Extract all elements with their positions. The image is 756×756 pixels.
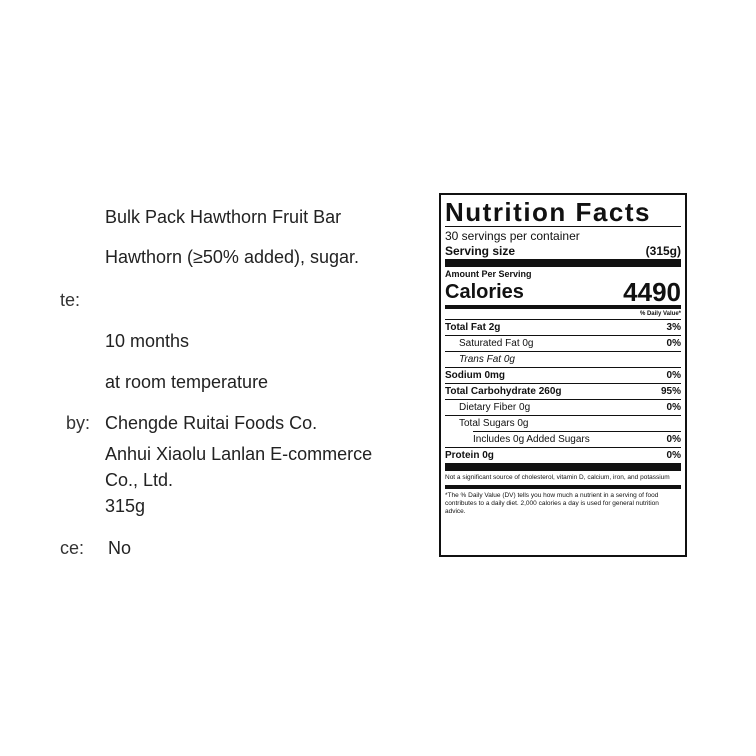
- answer-value: No: [108, 538, 132, 558]
- nutrient-label: Total Sugars 0g: [459, 418, 529, 429]
- nutrient-label: Sodium 0mg: [445, 370, 506, 381]
- calories-value: 4490: [623, 277, 681, 307]
- nutrient-dv: 0%: [666, 434, 681, 445]
- nutrient-row-added-sugars: [445, 432, 681, 447]
- serving-size-value: (315g): [645, 244, 681, 258]
- footnote-daily-value: *The % Daily Value (DV) tells you how much a nutrient in a serving of food contributes to a daily diet. 2,000 calories a day is used for general nutrition advice.: [445, 492, 659, 515]
- nutrient-label: Total Fat 2g: [445, 322, 501, 333]
- serving-size-label: Serving size: [445, 244, 516, 258]
- nutrient-label: Dietary Fiber 0g: [459, 402, 531, 413]
- manufacturer: Chengde Ruitai Foods Co.: [105, 413, 318, 433]
- daily-value-header: % Daily Value*: [639, 311, 681, 317]
- label-fragment-1: te:: [60, 290, 81, 310]
- nutrient-row-total-carbohydrate: [445, 384, 681, 399]
- nutrient-label: Protein 0g: [445, 450, 494, 461]
- calories-label: Calories: [445, 281, 524, 303]
- distributor-line2: Co., Ltd.: [105, 470, 174, 490]
- label-fragment-2: ce:: [60, 538, 85, 558]
- nutrient-dv: 0%: [666, 370, 681, 381]
- shelf-life: 10 months: [105, 331, 190, 351]
- nutrient-row-saturated-fat: [445, 336, 681, 351]
- net-weight: 315g: [105, 496, 146, 516]
- nutrient-dv: 3%: [666, 322, 681, 333]
- nutrient-label: Total Carbohydrate 260g: [445, 386, 562, 397]
- nutrition-facts-panel: [439, 193, 687, 557]
- nutrient-row-trans-fat: [445, 352, 681, 367]
- nutrient-dv: 0%: [666, 450, 681, 461]
- nutrient-row-sodium: [445, 368, 681, 383]
- nutrition-title: Nutrition Facts: [445, 197, 651, 227]
- nutrient-label: Includes 0g Added Sugars: [473, 434, 590, 445]
- nutrient-dv: 0%: [666, 338, 681, 349]
- amount-per-serving: Amount Per Serving: [445, 269, 532, 279]
- serving-size-row: [445, 243, 681, 259]
- nutrient-label: Trans Fat 0g: [459, 354, 515, 365]
- nutrient-dv: 0%: [666, 402, 681, 413]
- product-name: Bulk Pack Hawthorn Fruit Bar: [105, 207, 342, 227]
- made-by-label: by:: [66, 413, 91, 433]
- nutrient-label: Saturated Fat 0g: [459, 338, 534, 349]
- storage: at room temperature: [105, 372, 269, 392]
- distributor-line1: Anhui Xiaolu Lanlan E-commerce: [105, 444, 373, 464]
- servings-per-container: 30 servings per container: [445, 229, 580, 243]
- nutrient-row-total-sugars: [445, 416, 681, 431]
- nutrient-row-protein: [445, 448, 681, 463]
- footnote-not-significant: Not a significant source of cholesterol, vitamin D, calcium, iron, and potassium: [445, 474, 670, 481]
- nutrient-row-dietary-fiber: [445, 400, 681, 415]
- nutrient-row-total-fat: [445, 320, 681, 335]
- ingredients: Hawthorn (≥50% added), sugar.: [105, 247, 360, 267]
- nutrient-dv: 95%: [660, 386, 681, 397]
- calories-row: [445, 279, 681, 305]
